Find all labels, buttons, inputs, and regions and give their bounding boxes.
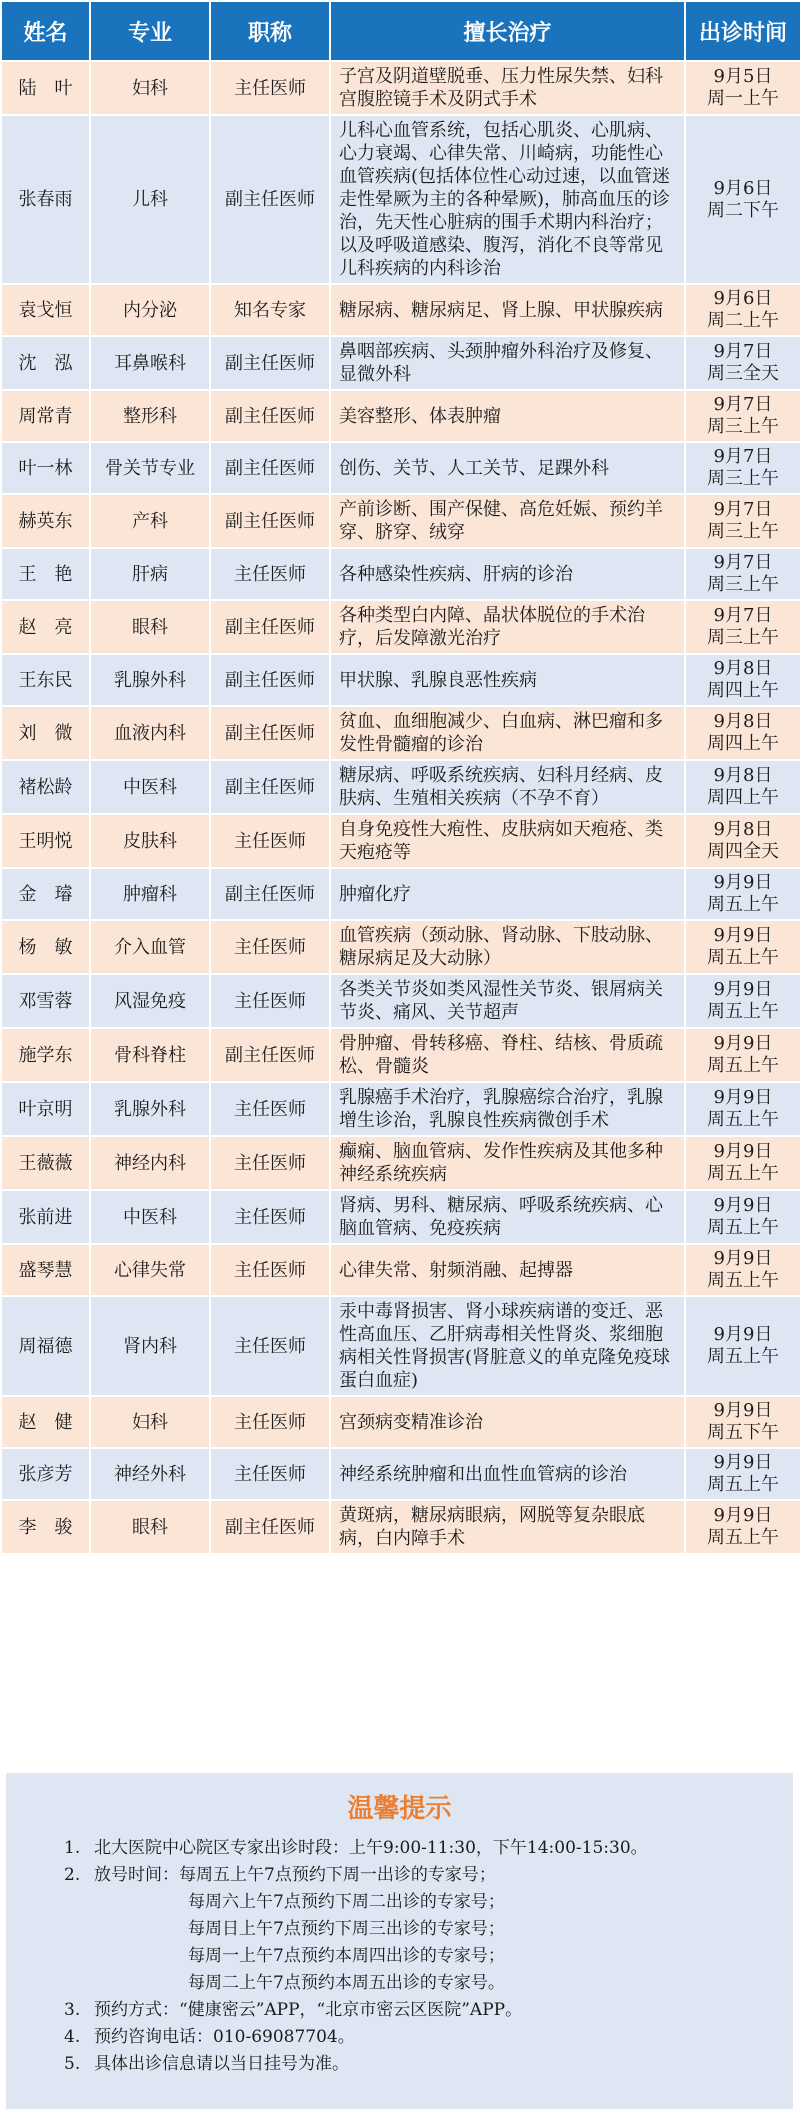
clinic-time <box>686 1245 800 1295</box>
doctor-name: 刘 微 <box>2 707 89 759</box>
clinic-date: 9月9日 <box>713 1324 773 1345</box>
tip-subtext: 每周六上午7点预约下周二出诊的专家号； <box>188 1892 505 1912</box>
table-row <box>2 1501 800 1553</box>
doctor-specialty: 宫颈病变精准诊治 <box>331 1397 684 1447</box>
doctor-title: 主任医师 <box>211 921 329 973</box>
table-row <box>2 495 800 547</box>
clinic-date: 9月7日 <box>713 446 773 467</box>
clinic-time <box>686 707 800 759</box>
doctor-name: 王 艳 <box>2 549 89 599</box>
doctor-name: 赵 亮 <box>2 601 89 653</box>
doctor-specialty: 癫痫、脑血管病、发作性疾病及其他多种神经系统疾病 <box>331 1137 684 1189</box>
doctor-department: 妇科 <box>91 62 209 114</box>
doctor-name: 王东民 <box>2 655 89 705</box>
clinic-session: 周三上午 <box>707 574 779 595</box>
doctor-title: 主任医师 <box>211 1397 329 1447</box>
clinic-session: 周四全天 <box>707 841 779 862</box>
clinic-session: 周五上午 <box>707 1527 779 1548</box>
doctor-title: 副主任医师 <box>211 1501 329 1553</box>
tip-text: 放号时间：每周五上午7点预约下周一出诊的专家号； <box>94 1865 496 1885</box>
clinic-time <box>686 869 800 919</box>
doctor-specialty: 子宫及阴道壁脱垂、压力性尿失禁、妇科宫腹腔镜手术及阴式手术 <box>331 62 684 114</box>
clinic-time <box>686 1501 800 1553</box>
clinic-date: 9月8日 <box>713 765 773 786</box>
doctor-title: 主任医师 <box>211 1083 329 1135</box>
clinic-date: 9月7日 <box>713 605 773 626</box>
table-row <box>2 975 800 1027</box>
doctor-specialty: 自身免疫性大疱性、皮肤病如天疱疮、类天疱疮等 <box>331 815 684 867</box>
clinic-time <box>686 601 800 653</box>
doctor-specialty: 乳腺癌手术治疗，乳腺癌综合治疗，乳腺增生诊治，乳腺良性疾病微创手术 <box>331 1083 684 1135</box>
clinic-date: 9月6日 <box>713 177 773 199</box>
clinic-session: 周五下午 <box>707 1422 779 1443</box>
clinic-session: 周三上午 <box>707 627 779 648</box>
doctor-department: 整形科 <box>91 391 209 441</box>
doctor-specialty: 鼻咽部疾病、头颈肿瘤外科治疗及修复、显微外科 <box>331 337 684 389</box>
clinic-date: 9月7日 <box>713 341 773 362</box>
clinic-session: 周五上午 <box>707 1055 779 1076</box>
doctor-title: 副主任医师 <box>211 601 329 653</box>
table-row <box>2 1397 800 1447</box>
clinic-time <box>686 1029 800 1081</box>
clinic-session: 周五上午 <box>707 1109 779 1130</box>
tip-number: 3. <box>64 2000 81 2020</box>
doctor-title: 副主任医师 <box>211 495 329 547</box>
doctor-department: 儿科 <box>91 116 209 283</box>
table-header-row <box>2 2 800 60</box>
table-row <box>2 921 800 973</box>
clinic-time <box>686 1397 800 1447</box>
doctor-specialty: 产前诊断、围产保健、高危妊娠、预约羊穿、脐穿、绒穿 <box>331 495 684 547</box>
doctor-title: 主任医师 <box>211 549 329 599</box>
table-row <box>2 655 800 705</box>
doctor-department: 肾内科 <box>91 1297 209 1395</box>
tip-subitem <box>64 1970 793 1997</box>
table-row <box>2 1297 800 1395</box>
table-row <box>2 815 800 867</box>
clinic-time <box>686 1297 800 1395</box>
doctor-name: 金 璿 <box>2 869 89 919</box>
clinic-session: 周五上午 <box>707 1001 779 1022</box>
table-row <box>2 116 800 283</box>
table-row <box>2 761 800 813</box>
doctor-department: 中医科 <box>91 1191 209 1243</box>
clinic-date: 9月6日 <box>713 288 773 309</box>
clinic-session: 周一上午 <box>707 88 779 109</box>
tip-number: 4. <box>64 2027 81 2047</box>
doctor-name: 张前进 <box>2 1191 89 1243</box>
doctor-department: 介入血管 <box>91 921 209 973</box>
clinic-session: 周五上午 <box>707 1270 779 1291</box>
doctor-department: 眼科 <box>91 601 209 653</box>
doctor-specialty: 甲状腺、乳腺良恶性疾病 <box>331 655 684 705</box>
doctor-department: 肝病 <box>91 549 209 599</box>
table-row <box>2 337 800 389</box>
doctor-title: 副主任医师 <box>211 1029 329 1081</box>
clinic-time <box>686 549 800 599</box>
tip-number: 2. <box>64 1865 81 1885</box>
clinic-date: 9月9日 <box>713 1141 773 1162</box>
clinic-session: 周四上午 <box>707 680 779 701</box>
doctor-specialty: 各种类型白内障、晶状体脱位的手术治疗，后发障激光治疗 <box>331 601 684 653</box>
clinic-date: 9月9日 <box>713 979 773 1000</box>
doctor-department: 骨关节专业 <box>91 443 209 493</box>
clinic-date: 9月8日 <box>713 711 773 732</box>
doctor-title: 主任医师 <box>211 1245 329 1295</box>
doctor-title: 主任医师 <box>211 975 329 1027</box>
clinic-time <box>686 655 800 705</box>
doctor-department: 耳鼻喉科 <box>91 337 209 389</box>
doctor-department: 内分泌 <box>91 285 209 335</box>
tip-item <box>64 2051 793 2078</box>
doctor-name: 周常青 <box>2 391 89 441</box>
clinic-time <box>686 761 800 813</box>
doctor-specialty: 骨肿瘤、骨转移癌、脊柱、结核、骨质疏松、骨髓炎 <box>331 1029 684 1081</box>
table-row <box>2 285 800 335</box>
doctor-name: 叶一林 <box>2 443 89 493</box>
clinic-date: 9月9日 <box>713 1195 773 1216</box>
tip-number: 5. <box>64 2054 81 2074</box>
clinic-date: 9月9日 <box>713 1505 773 1526</box>
table-row <box>2 1029 800 1081</box>
doctor-specialty: 肿瘤化疗 <box>331 869 684 919</box>
clinic-time <box>686 116 800 283</box>
clinic-session: 周三上午 <box>707 468 779 489</box>
clinic-session: 周三上午 <box>707 521 779 542</box>
doctor-specialty: 贫血、血细胞减少、白血病、淋巴瘤和多发性骨髓瘤的诊治 <box>331 707 684 759</box>
tip-text: 预约咨询电话：010-69087704。 <box>94 2027 355 2047</box>
tip-subtext: 每周一上午7点预约本周四出诊的专家号； <box>188 1946 505 1966</box>
clinic-date: 9月8日 <box>713 658 773 679</box>
clinic-date: 9月9日 <box>713 1033 773 1054</box>
doctor-name: 袁戈恒 <box>2 285 89 335</box>
table-row <box>2 549 800 599</box>
clinic-date: 9月9日 <box>713 1248 773 1269</box>
clinic-date: 9月7日 <box>713 394 773 415</box>
clinic-time <box>686 921 800 973</box>
doctor-name: 赫英东 <box>2 495 89 547</box>
clinic-date: 9月8日 <box>713 819 773 840</box>
tip-text: 预约方式：“健康密云”APP，“北京市密云区医院”APP。 <box>94 2000 523 2020</box>
doctor-specialty: 黄斑病，糖尿病眼病，网脱等复杂眼底病，白内障手术 <box>331 1501 684 1553</box>
clinic-time <box>686 1191 800 1243</box>
doctor-title: 副主任医师 <box>211 116 329 283</box>
doctor-name: 王薇薇 <box>2 1137 89 1189</box>
doctor-name: 赵 健 <box>2 1397 89 1447</box>
tips-panel <box>6 1773 793 2109</box>
table-row <box>2 707 800 759</box>
clinic-session: 周三全天 <box>707 363 779 384</box>
doctor-title: 主任医师 <box>211 62 329 114</box>
clinic-time <box>686 443 800 493</box>
doctor-name: 陆 叶 <box>2 62 89 114</box>
table-row <box>2 1449 800 1499</box>
clinic-session: 周二上午 <box>707 310 779 331</box>
doctor-title: 主任医师 <box>211 1449 329 1499</box>
column-header-title: 职称 <box>211 2 329 60</box>
doctor-department: 骨科脊柱 <box>91 1029 209 1081</box>
doctor-department: 中医科 <box>91 761 209 813</box>
tip-number: 1. <box>64 1838 81 1858</box>
clinic-time <box>686 495 800 547</box>
doctor-department: 肿瘤科 <box>91 869 209 919</box>
doctor-specialty: 各种感染性疾病、肝病的诊治 <box>331 549 684 599</box>
tip-subitem <box>64 1916 793 1943</box>
doctor-title: 副主任医师 <box>211 761 329 813</box>
schedule-table-body <box>2 62 800 1553</box>
tip-item <box>64 1862 793 1889</box>
table-row <box>2 391 800 441</box>
doctor-name: 杨 敏 <box>2 921 89 973</box>
doctor-title: 主任医师 <box>211 815 329 867</box>
clinic-session: 周五上午 <box>707 947 779 968</box>
table-row <box>2 601 800 653</box>
doctor-name: 沈 泓 <box>2 337 89 389</box>
table-row <box>2 62 800 114</box>
clinic-time <box>686 391 800 441</box>
doctor-department: 乳腺外科 <box>91 1083 209 1135</box>
doctor-department: 产科 <box>91 495 209 547</box>
clinic-date: 9月9日 <box>713 1400 773 1421</box>
clinic-time <box>686 285 800 335</box>
doctor-specialty: 心律失常、射频消融、起搏器 <box>331 1245 684 1295</box>
doctor-department: 心律失常 <box>91 1245 209 1295</box>
doctor-title: 副主任医师 <box>211 337 329 389</box>
column-header-department: 专业 <box>91 2 209 60</box>
doctor-title: 主任医师 <box>211 1191 329 1243</box>
doctor-department: 眼科 <box>91 1501 209 1553</box>
doctor-department: 风湿免疫 <box>91 975 209 1027</box>
doctor-specialty: 各类关节炎如类风湿性关节炎、银屑病关节炎、痛风、关节超声 <box>331 975 684 1027</box>
tip-subtext: 每周日上午7点预约下周三出诊的专家号； <box>188 1919 505 1939</box>
tip-subitem <box>64 1943 793 1970</box>
doctor-name: 张彦芳 <box>2 1449 89 1499</box>
doctor-name: 褚松龄 <box>2 761 89 813</box>
table-row <box>2 869 800 919</box>
table-row <box>2 1191 800 1243</box>
doctor-specialty: 血管疾病（颈动脉、肾动脉、下肢动脉、糖尿病足及大动脉） <box>331 921 684 973</box>
doctor-name: 施学东 <box>2 1029 89 1081</box>
clinic-time <box>686 975 800 1027</box>
tip-item <box>64 1997 793 2024</box>
clinic-session: 周四上午 <box>707 733 779 754</box>
table-row <box>2 1137 800 1189</box>
column-header-specialty: 擅长治疗 <box>331 2 684 60</box>
tip-text: 北大医院中心院区专家出诊时段：上午9:00-11:30，下午14:00-15:30。 <box>94 1838 648 1858</box>
doctor-title: 副主任医师 <box>211 391 329 441</box>
clinic-time <box>686 1449 800 1499</box>
clinic-session: 周五上午 <box>707 894 779 915</box>
doctor-department: 乳腺外科 <box>91 655 209 705</box>
table-row <box>2 1245 800 1295</box>
doctor-specialty: 糖尿病、糖尿病足、肾上腺、甲状腺疾病 <box>331 285 684 335</box>
clinic-session: 周五上午 <box>707 1163 779 1184</box>
doctor-title: 副主任医师 <box>211 707 329 759</box>
doctor-title: 主任医师 <box>211 1137 329 1189</box>
tip-item <box>64 2024 793 2051</box>
doctor-title: 知名专家 <box>211 285 329 335</box>
doctor-department: 神经外科 <box>91 1449 209 1499</box>
tip-subtext: 每周二上午7点预约本周五出诊的专家号。 <box>188 1973 505 1993</box>
tips-list <box>6 1835 793 2078</box>
clinic-time <box>686 1083 800 1135</box>
clinic-session: 周五上午 <box>707 1346 779 1367</box>
doctor-department: 皮肤科 <box>91 815 209 867</box>
doctor-specialty: 汞中毒肾损害、肾小球疾病谱的变迁、恶性高血压、乙肝病毒相关性肾炎、浆细胞病相关性肾损害(肾脏意义的单克隆免疫球蛋白血症) <box>331 1297 684 1395</box>
tip-text: 具体出诊信息请以当日挂号为准。 <box>94 2054 349 2074</box>
tip-item <box>64 1835 793 1862</box>
clinic-session: 周四上午 <box>707 787 779 808</box>
clinic-date: 9月7日 <box>713 499 773 520</box>
doctor-specialty: 创伤、关节、人工关节、足踝外科 <box>331 443 684 493</box>
clinic-session: 周五上午 <box>707 1474 779 1495</box>
doctor-department: 血液内科 <box>91 707 209 759</box>
doctor-department: 妇科 <box>91 1397 209 1447</box>
tips-title: 温馨提示 <box>347 1794 452 1824</box>
clinic-session: 周二下午 <box>707 199 779 221</box>
doctor-title: 副主任医师 <box>211 655 329 705</box>
clinic-time <box>686 62 800 114</box>
doctor-name: 王明悦 <box>2 815 89 867</box>
doctor-title: 副主任医师 <box>211 443 329 493</box>
tip-subitem <box>64 1889 793 1916</box>
table-row <box>2 443 800 493</box>
doctor-title: 副主任医师 <box>211 869 329 919</box>
doctor-name: 李 骏 <box>2 1501 89 1553</box>
doctor-name: 邓雪蓉 <box>2 975 89 1027</box>
clinic-time <box>686 337 800 389</box>
clinic-date: 9月7日 <box>713 552 773 573</box>
column-header-name: 姓名 <box>2 2 89 60</box>
doctor-name: 盛琴慧 <box>2 1245 89 1295</box>
clinic-date: 9月5日 <box>713 66 773 87</box>
clinic-date: 9月9日 <box>713 1452 773 1473</box>
clinic-date: 9月9日 <box>713 1087 773 1108</box>
clinic-time <box>686 815 800 867</box>
doctor-name: 张春雨 <box>2 116 89 283</box>
doctor-specialty: 糖尿病、呼吸系统疾病、妇科月经病、皮肤病、生殖相关疾病（不孕不育） <box>331 761 684 813</box>
doctor-specialty: 美容整形、体表肿瘤 <box>331 391 684 441</box>
doctor-department: 神经内科 <box>91 1137 209 1189</box>
doctor-name: 周福德 <box>2 1297 89 1395</box>
column-header-clinic-time: 出诊时间 <box>686 2 800 60</box>
clinic-session: 周五上午 <box>707 1217 779 1238</box>
doctor-specialty: 儿科心血管系统，包括心肌炎、心肌病、心力衰竭、心律失常、川崎病，功能性心血管疾病(包括体位性心动过速，以血管迷走性晕厥为主的各种晕厥)，肺高血压的诊治，先天性心脏病的围手术期内科治疗；以及呼吸道感染、腹泻，消化不良等常见儿科疾病的内科诊治 <box>331 116 684 283</box>
table-row <box>2 1083 800 1135</box>
doctor-specialty: 肾病、男科、糖尿病、呼吸系统疾病、心脑血管病、免疫疾病 <box>331 1191 684 1243</box>
clinic-time <box>686 1137 800 1189</box>
clinic-date: 9月9日 <box>713 925 773 946</box>
clinic-date: 9月9日 <box>713 872 773 893</box>
clinic-session: 周三上午 <box>707 416 779 437</box>
doctor-title: 主任医师 <box>211 1297 329 1395</box>
doctor-specialty: 神经系统肿瘤和出血性血管病的诊治 <box>331 1449 684 1499</box>
doctor-name: 叶京明 <box>2 1083 89 1135</box>
